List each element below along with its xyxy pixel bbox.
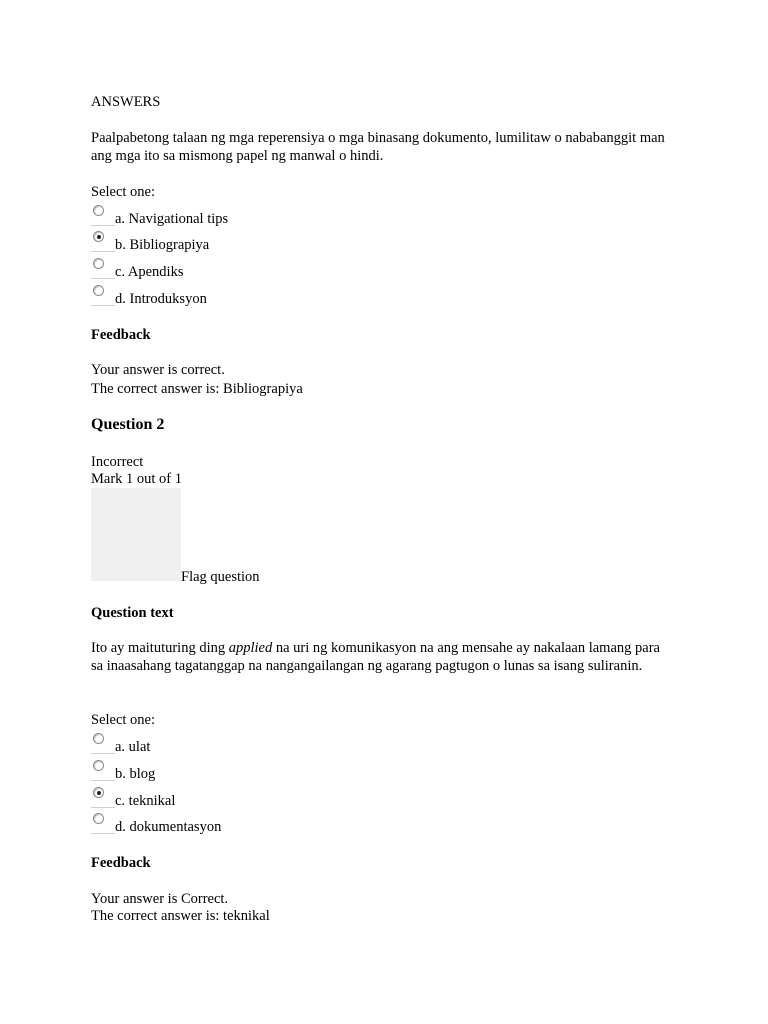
flag-icon-placeholder[interactable] bbox=[91, 488, 181, 581]
question-1-option-c[interactable] bbox=[91, 256, 391, 282]
question-2-option-a[interactable] bbox=[91, 731, 391, 757]
question-1-feedback-heading: Feedback bbox=[91, 327, 151, 343]
option-label: b. Bibliograpiya bbox=[115, 237, 210, 253]
question-2-heading: Question 2 bbox=[91, 416, 165, 433]
question-2-option-d[interactable] bbox=[91, 811, 391, 837]
radio-button-icon[interactable] bbox=[93, 733, 104, 744]
question-2-status: Incorrect bbox=[91, 454, 144, 470]
page-title: ANSWERS bbox=[91, 94, 161, 110]
option-label: c. Apendiks bbox=[115, 264, 184, 280]
question-2-text-part-2: na uri ng komunikasyon na ang mensahe ay nakalaan lamang para sa inaasahang tagatanggap na nangangailangan ng agarang pagtugon o lunas sa isang suliranin. bbox=[91, 640, 660, 674]
radio-button-icon[interactable] bbox=[93, 760, 104, 771]
question-1-select-label: Select one: bbox=[91, 184, 156, 200]
question-2-feedback-heading: Feedback bbox=[91, 855, 151, 871]
radio-button-icon[interactable] bbox=[93, 813, 104, 824]
option-label: a. Navigational tips bbox=[115, 211, 229, 227]
option-label: d. Introduksyon bbox=[115, 291, 207, 307]
radio-button-icon[interactable] bbox=[93, 285, 104, 296]
radio-button-checked-icon[interactable] bbox=[93, 231, 104, 242]
question-1-text: Paalpabetong talaan ng mga reperensiya o mga binasang dokumento, lumilitaw o nababanggit man ang mga ito sa mismong papel ng manwal o hindi. bbox=[91, 130, 665, 164]
question-2-select-label: Select one: bbox=[91, 712, 156, 728]
question-1-option-d[interactable] bbox=[91, 283, 391, 309]
option-label: b. blog bbox=[115, 766, 156, 782]
option-label: c. teknikal bbox=[115, 793, 176, 809]
question-1-option-a[interactable] bbox=[91, 203, 391, 229]
question-1-feedback-result: Your answer is correct. bbox=[91, 362, 225, 378]
question-2-option-c[interactable] bbox=[91, 785, 391, 811]
question-2-option-b[interactable] bbox=[91, 758, 391, 784]
radio-button-icon[interactable] bbox=[93, 258, 104, 269]
question-2-feedback-result: Your answer is Correct. bbox=[91, 891, 229, 907]
option-label: a. ulat bbox=[115, 739, 151, 755]
question-1-correct-answer: The correct answer is: Bibliograpiya bbox=[91, 381, 303, 397]
radio-button-icon[interactable] bbox=[93, 205, 104, 216]
question-2-text bbox=[91, 639, 666, 675]
question-2-correct-answer: The correct answer is: teknikal bbox=[91, 908, 270, 924]
question-2-text-part-1: Ito ay maituturing ding bbox=[91, 640, 229, 656]
question-2-mark: Mark 1 out of 1 bbox=[91, 471, 183, 487]
flag-question-link[interactable]: Flag question bbox=[181, 569, 260, 585]
question-text-heading: Question text bbox=[91, 605, 174, 621]
question-1-option-b[interactable] bbox=[91, 229, 391, 255]
question-2-text-italic: applied bbox=[228, 640, 273, 656]
radio-button-checked-icon[interactable] bbox=[93, 787, 104, 798]
option-label: d. dokumentasyon bbox=[115, 819, 222, 835]
